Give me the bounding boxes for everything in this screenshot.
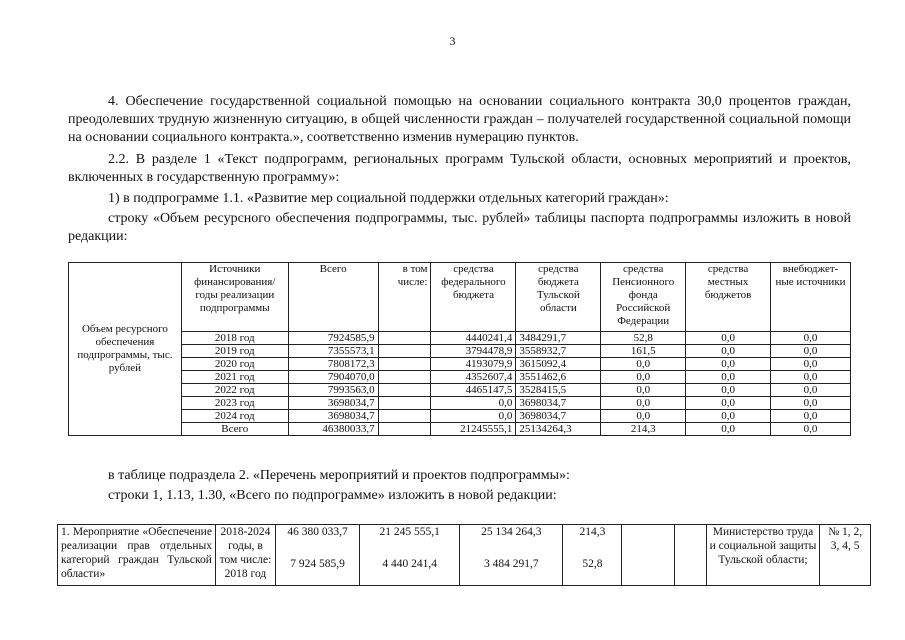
activity-name: 1. Мероприятие «Обеспечение реализации прав отдельных категорий граждан Тульской области» xyxy=(58,525,216,586)
paragraph-subprogram: 1) в подпрограмме 1.1. «Развитие мер социальной поддержки отдельных категорий граждан»: xyxy=(108,191,669,206)
activity-pension: 214,3 52,8 xyxy=(563,525,622,586)
activity-extrabudget xyxy=(675,525,707,586)
table-row: 2024 год 3698034,7 0,0 3698034,7 0,0 0,0 0,0 xyxy=(69,410,851,423)
paragraph-item-4: 4. Обеспечение государственной социальной помощью на основании социального контракта 30,0 процентов граждан, преодолевших трудную жизненную ситуацию, в общей численности граждан – получателей государственной социальной помощи на основании социального контракта.», соответственно изменив нумерацию пунктов. xyxy=(68,94,851,145)
activity-local xyxy=(622,525,675,586)
table-row xyxy=(58,525,871,586)
activity-total: 46 380 033,7 7 924 585,9 xyxy=(275,525,359,586)
activity-federal: 21 245 555,1 4 440 241,4 xyxy=(360,525,460,586)
table-row: 2023 год 3698034,7 0,0 3698034,7 0,0 0,0 0,0 xyxy=(69,397,851,410)
header-total: Всего xyxy=(288,263,378,332)
activity-numbers: № 1, 2, 3, 4, 5 xyxy=(820,525,871,586)
header-federal: средства федерального бюджета xyxy=(431,263,516,332)
table-row: 2018 год 7924585,9 4440241,4 3484291,7 52,8 0,0 0,0 xyxy=(69,332,851,345)
paragraph-table-subsection: в таблице подраздела 2. «Перечень мероприятий и проектов подпрограммы»: xyxy=(108,468,570,483)
activity-period: 2018-2024 годы, в том числе: 2018 год xyxy=(215,525,275,586)
paragraph-rows-instruction: строки 1, 1.13, 1.30, «Всего по подпрограмме» изложить в новой редакции: xyxy=(108,488,557,503)
header-extrabudget: внебюджет-ные источники xyxy=(771,263,851,332)
header-sources: Источники финансирования/ годы реализации подпрограммы xyxy=(181,263,288,332)
activity-regional: 25 134 264,3 3 484 291,7 xyxy=(460,525,563,586)
header-regional: средства бюджета Тульской области xyxy=(516,263,601,332)
paragraph-section-2-2: 2.2. В разделе 1 «Текст подпрограмм, региональных программ Тульской области, основных мероприятий и проектов, включенных в государственную программу»: xyxy=(68,152,851,185)
funding-table xyxy=(68,262,851,436)
table-row: 2022 год 7993563,0 4465147,5 3528415,5 0,0 0,0 0,0 xyxy=(69,384,851,397)
table-row: 2021 год 7904070,0 4352607,4 3551462,6 0,0 0,0 0,0 xyxy=(69,371,851,384)
table-row: 2019 год 7355573,1 3794478,9 3558932,7 161,5 0,0 0,0 xyxy=(69,345,851,358)
header-pension: средства Пенсионного фонда Российской Федерации xyxy=(601,263,686,332)
header-including: в том числе: xyxy=(378,263,431,332)
activity-executor: Министерство труда и социальной защиты Тульской области; xyxy=(706,525,820,586)
table-row-total: Всего 46380033,7 21245555,1 25134264,3 214,3 0,0 0,0 xyxy=(69,423,851,436)
funding-row-label: Объем ресурсного обеспечения подпрограммы, тыс. рублей xyxy=(69,263,182,436)
table-row: 2020 год 7808172,3 4193079,9 3615092,4 0,0 0,0 0,0 xyxy=(69,358,851,371)
header-local: средства местных бюджетов xyxy=(686,263,771,332)
page-number: 3 xyxy=(449,34,456,48)
activity-table xyxy=(57,524,871,586)
paragraph-row-instruction: строку «Объем ресурсного обеспечения подпрограммы, тыс. рублей» таблицы паспорта подпрограммы изложить в новой редакции: xyxy=(68,211,851,244)
